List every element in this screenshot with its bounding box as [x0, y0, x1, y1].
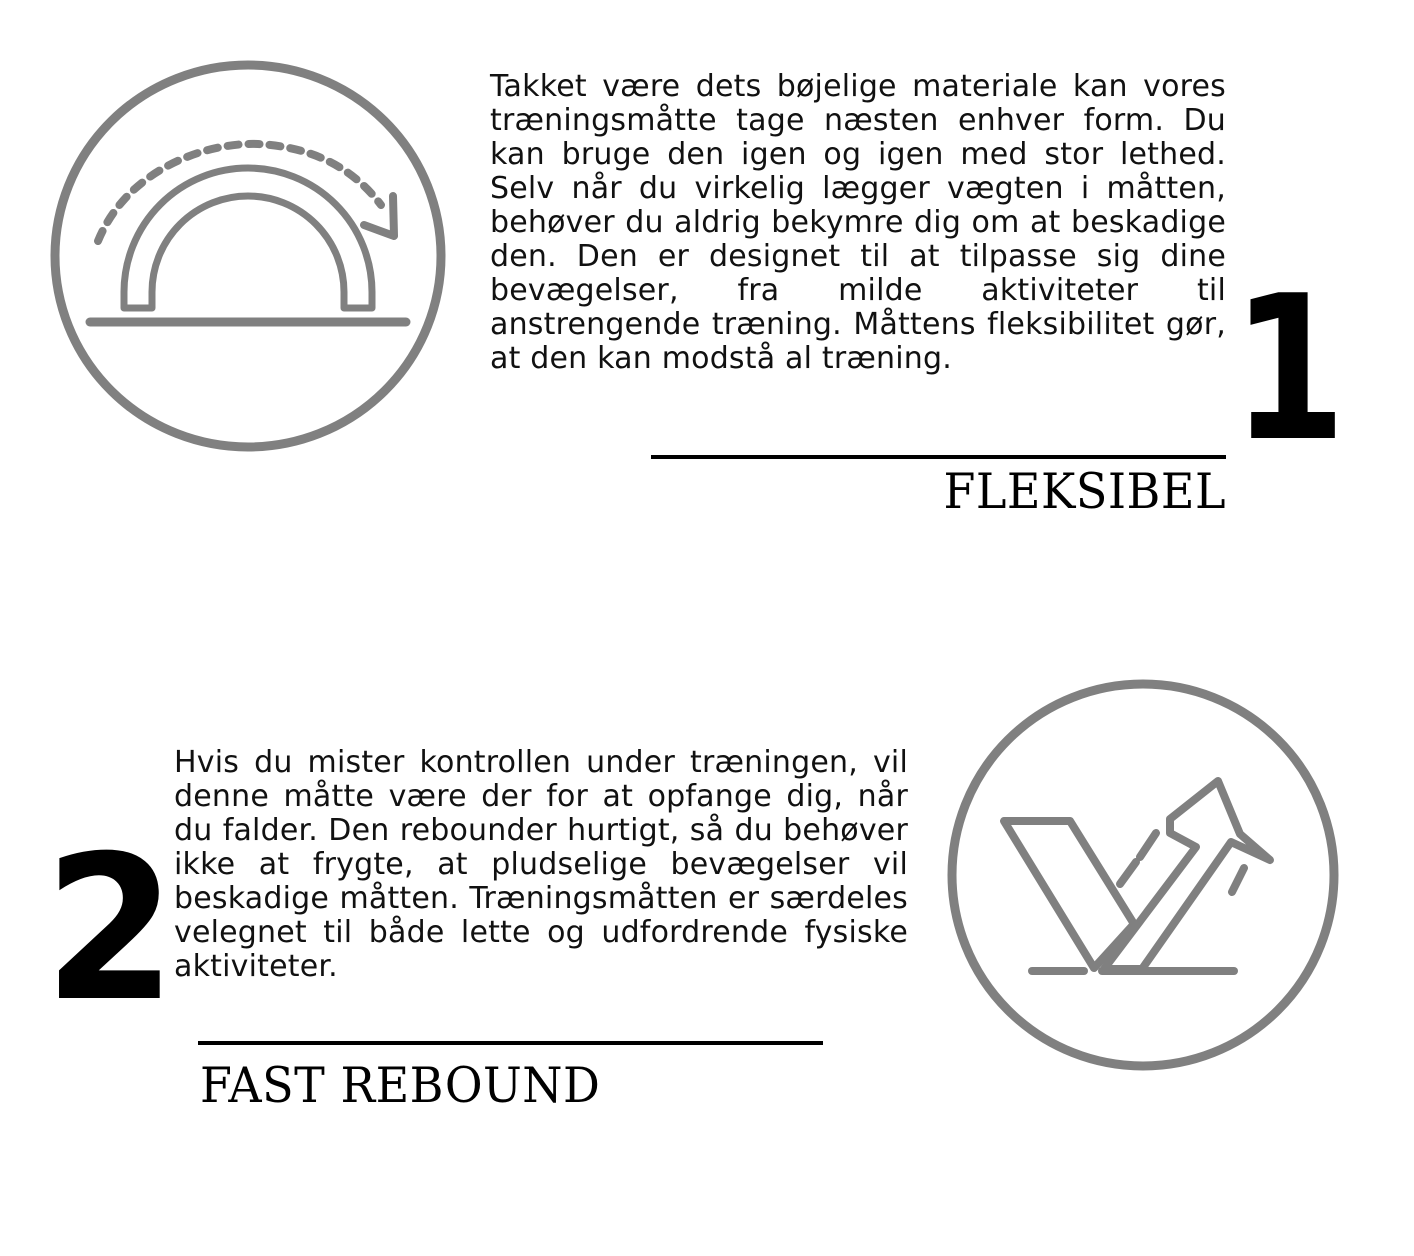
feature-2-divider [198, 1041, 823, 1045]
feature-2-description: Hvis du mister kontrollen under træningen, vil denne måtte være der for at opfange dig, når du falder. Den rebounder hurtigt, så du behøver ikke at frygte, at pludselige bevægelser vil beskadige måtten. Træningsmåtten er særdeles velegnet til både lette og udfordrende fysiske aktiviteter. [174, 745, 908, 984]
feature-2-number: 2 [44, 813, 177, 1046]
flexible-arc-icon [48, 58, 448, 454]
feature-1-description: Takket være dets bøjelige materiale kan vores træningsmåtte tage næsten enhver form. Du kan bruge den igen og igen med stor lethed. Selv når du virkelig lægger vægten i måtten, behøver du aldrig bekymre dig om at beskadige den. Den er designet til at tilpasse sig dine bevægelser, fra milde aktiviteter til anstrengende træning. Måttens fleksibilitet gør, at den kan modstå al træning. [490, 69, 1226, 376]
feature-1-divider [651, 455, 1226, 459]
feature-1-number: 1 [1232, 253, 1340, 486]
feature-1-heading: FLEKSIBEL [943, 462, 1226, 520]
rebound-arrow-icon [944, 676, 1344, 1076]
feature-2-heading: FAST REBOUND [200, 1056, 601, 1114]
